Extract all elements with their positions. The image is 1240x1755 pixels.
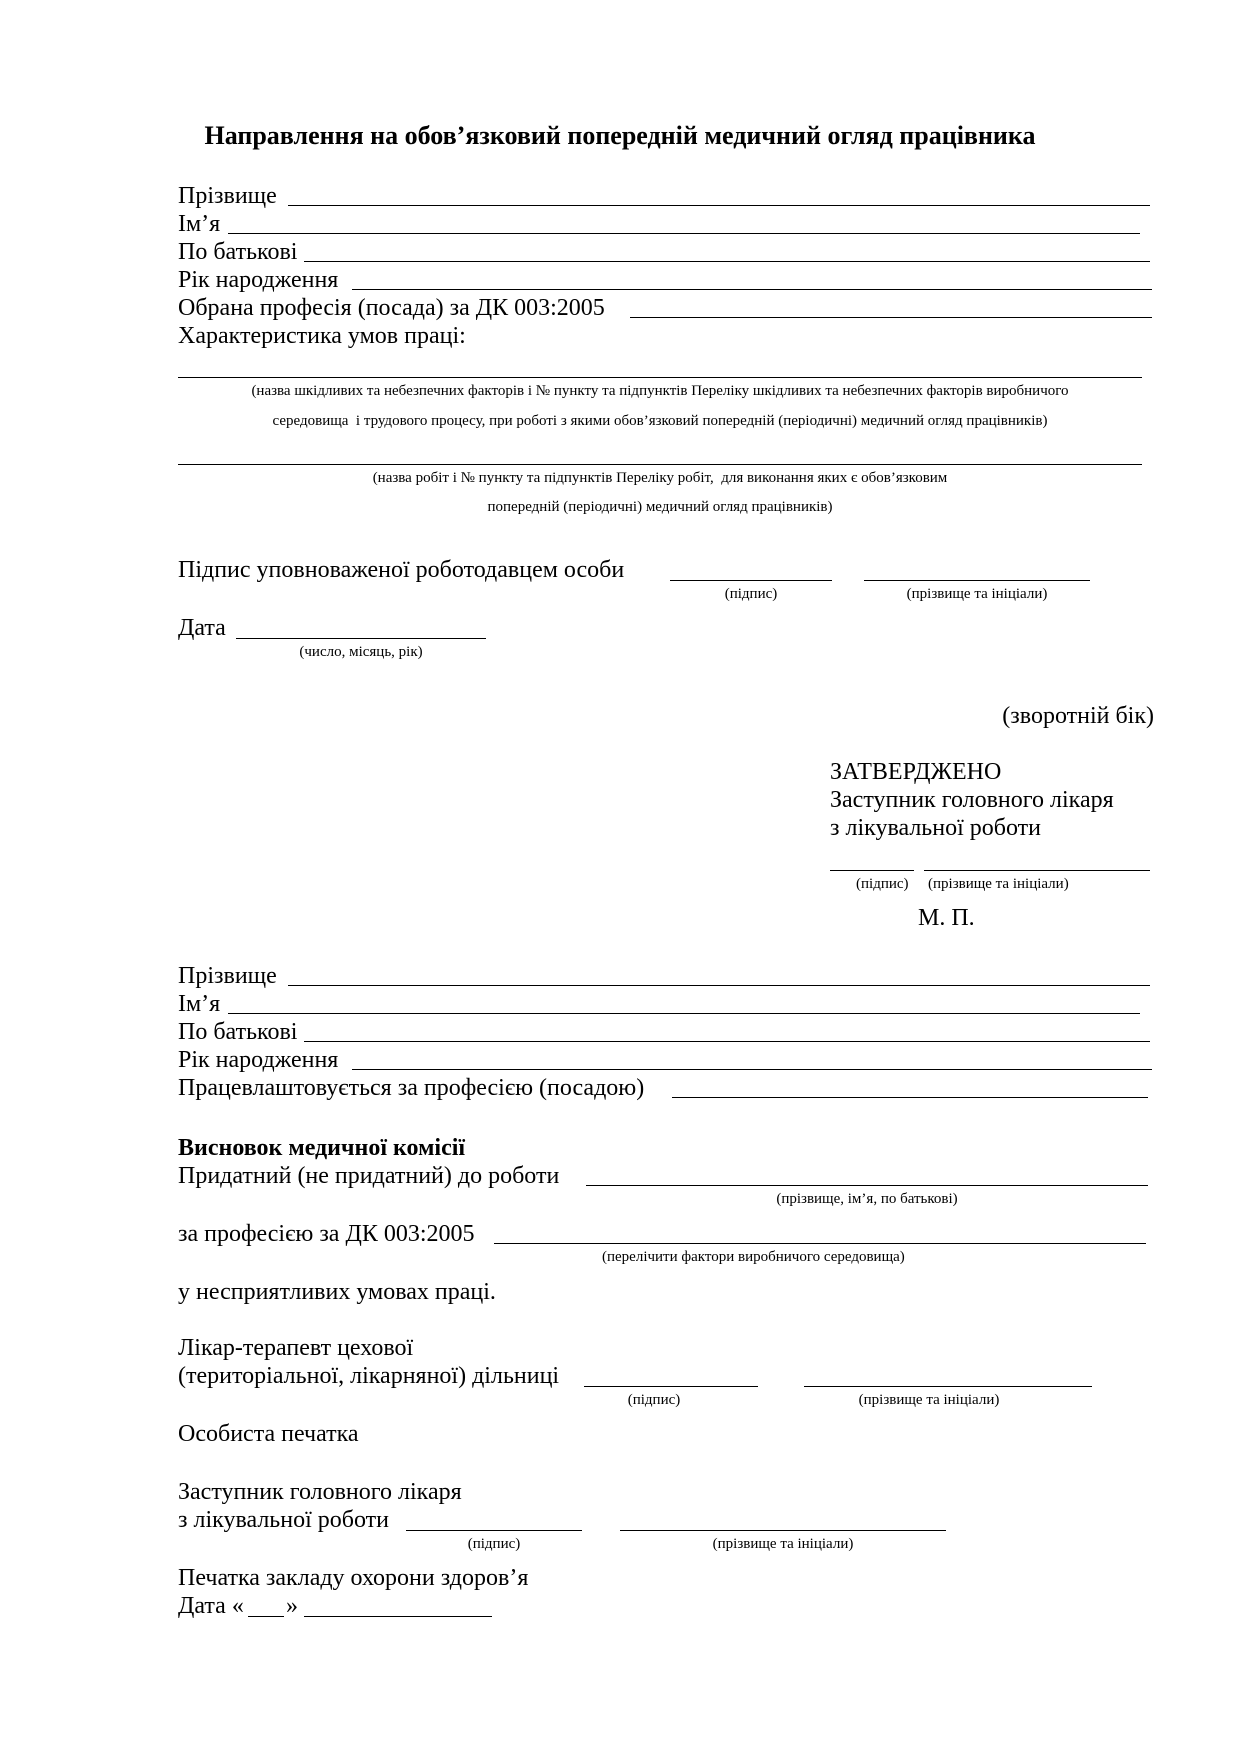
date-field[interactable]: [236, 638, 486, 639]
date-prefix: Дата «: [178, 1593, 244, 1619]
therapist-label: Лікар-терапевт цехової: [178, 1335, 414, 1361]
therapist-signature-field[interactable]: [584, 1386, 758, 1387]
conclusion-title: Висновок медичної комісії: [178, 1135, 466, 1161]
reverse-side-label: (зворотній бік): [1002, 703, 1154, 729]
date-month-year-field[interactable]: [304, 1616, 492, 1617]
approver-signature-caption: (підпис): [856, 876, 909, 892]
therapist-label-cont: (територіальної, лікарняної) дільниці: [178, 1363, 560, 1389]
deputy-label: Заступник головного лікаря: [178, 1479, 462, 1505]
deputy-name-field[interactable]: [620, 1530, 946, 1531]
patronymic-label: По батькові: [178, 239, 298, 265]
works-list-note: (назва робіт і № пункту та підпунктів Переліку робіт, для виконання яких є обов’язковим: [372, 470, 948, 486]
therapist-name-caption: (прізвище та ініціали): [858, 1392, 1000, 1408]
surname-field[interactable]: [288, 205, 1150, 206]
back-profession-label: за професією за ДК 003:2005: [178, 1221, 475, 1247]
date-caption: (число, місяць, рік): [299, 644, 423, 660]
hazard-factors-note-cont: середовища і трудового процесу, при роботі з якими обов’язковий попередній (періодичні) медичний огляд працівників): [272, 413, 1048, 429]
works-list-field[interactable]: [178, 464, 1142, 465]
personal-stamp-label: Особиста печатка: [178, 1421, 359, 1447]
adverse-conditions-text: у несприятливих умовах праці.: [178, 1279, 496, 1305]
date-suffix: »: [286, 1593, 298, 1619]
approver-title: Заступник головного лікаря: [830, 787, 1114, 813]
factors-caption: (перелічити фактори виробничого середовища): [602, 1249, 905, 1265]
fit-field[interactable]: [586, 1185, 1148, 1186]
fit-label: Придатний (не придатний) до роботи: [178, 1163, 560, 1189]
back-patronymic-field[interactable]: [304, 1041, 1150, 1042]
back-birth-year-label: Рік народження: [178, 1047, 339, 1073]
signature-name-caption: (прізвище та ініціали): [906, 586, 1048, 602]
deputy-signature-field[interactable]: [406, 1530, 582, 1531]
birth-year-label: Рік народження: [178, 267, 339, 293]
employed-as-field[interactable]: [672, 1097, 1148, 1098]
name-field[interactable]: [228, 233, 1140, 234]
approved-label: ЗАТВЕРДЖЕНО: [830, 759, 1002, 785]
deputy-signature-caption: (підпис): [467, 1536, 521, 1552]
deputy-name-caption: (прізвище та ініціали): [712, 1536, 854, 1552]
therapist-name-field[interactable]: [804, 1386, 1092, 1387]
date-day-field[interactable]: [248, 1616, 284, 1617]
back-surname-label: Прізвище: [178, 963, 277, 989]
name-label: Ім’я: [178, 211, 221, 237]
deputy-label-cont: з лікувальної роботи: [178, 1507, 389, 1533]
hazard-factors-field[interactable]: [178, 377, 1142, 378]
back-name-label: Ім’я: [178, 991, 221, 1017]
back-name-field[interactable]: [228, 1013, 1140, 1014]
date-label: Дата: [178, 615, 226, 641]
therapist-signature-caption: (підпис): [627, 1392, 681, 1408]
back-patronymic-label: По батькові: [178, 1019, 298, 1045]
institution-stamp-label: Печатка закладу охорони здоров’я: [178, 1565, 529, 1591]
employed-as-label: Працевлаштовується за професією (посадою): [178, 1075, 645, 1101]
back-surname-field[interactable]: [288, 985, 1150, 986]
approver-name-field[interactable]: [924, 870, 1150, 871]
approver-signature-field[interactable]: [830, 870, 914, 871]
back-birth-year-field[interactable]: [352, 1069, 1152, 1070]
works-list-note-cont: попередній (періодичні) медичний огляд працівників): [487, 499, 833, 515]
patronymic-field[interactable]: [304, 261, 1150, 262]
approver-name-caption: (прізвище та ініціали): [928, 876, 1069, 892]
approver-title-cont: з лікувальної роботи: [830, 815, 1041, 841]
surname-label: Прізвище: [178, 183, 277, 209]
signature-field[interactable]: [670, 580, 832, 581]
signature-caption: (підпис): [724, 586, 778, 602]
hazard-factors-note: (назва шкідливих та небезпечних факторів і № пункту та підпунктів Переліку шкідливих та небезпечних факторів виробничого: [251, 383, 1069, 399]
profession-label: Обрана професія (посада) за ДК 003:2005: [178, 295, 605, 321]
birth-year-field[interactable]: [352, 289, 1152, 290]
fit-caption: (прізвище, ім’я, по батькові): [776, 1191, 958, 1207]
signature-label: Підпис уповноваженої роботодавцем особи: [178, 557, 625, 583]
conditions-label: Характеристика умов праці:: [178, 323, 466, 349]
stamp-place-label: М. П.: [918, 905, 975, 931]
profession-field[interactable]: [630, 317, 1152, 318]
back-profession-field[interactable]: [494, 1243, 1146, 1244]
signature-name-field[interactable]: [864, 580, 1090, 581]
page-title: Направлення на обов’язковий попередній медичний огляд працівника: [204, 121, 1036, 150]
